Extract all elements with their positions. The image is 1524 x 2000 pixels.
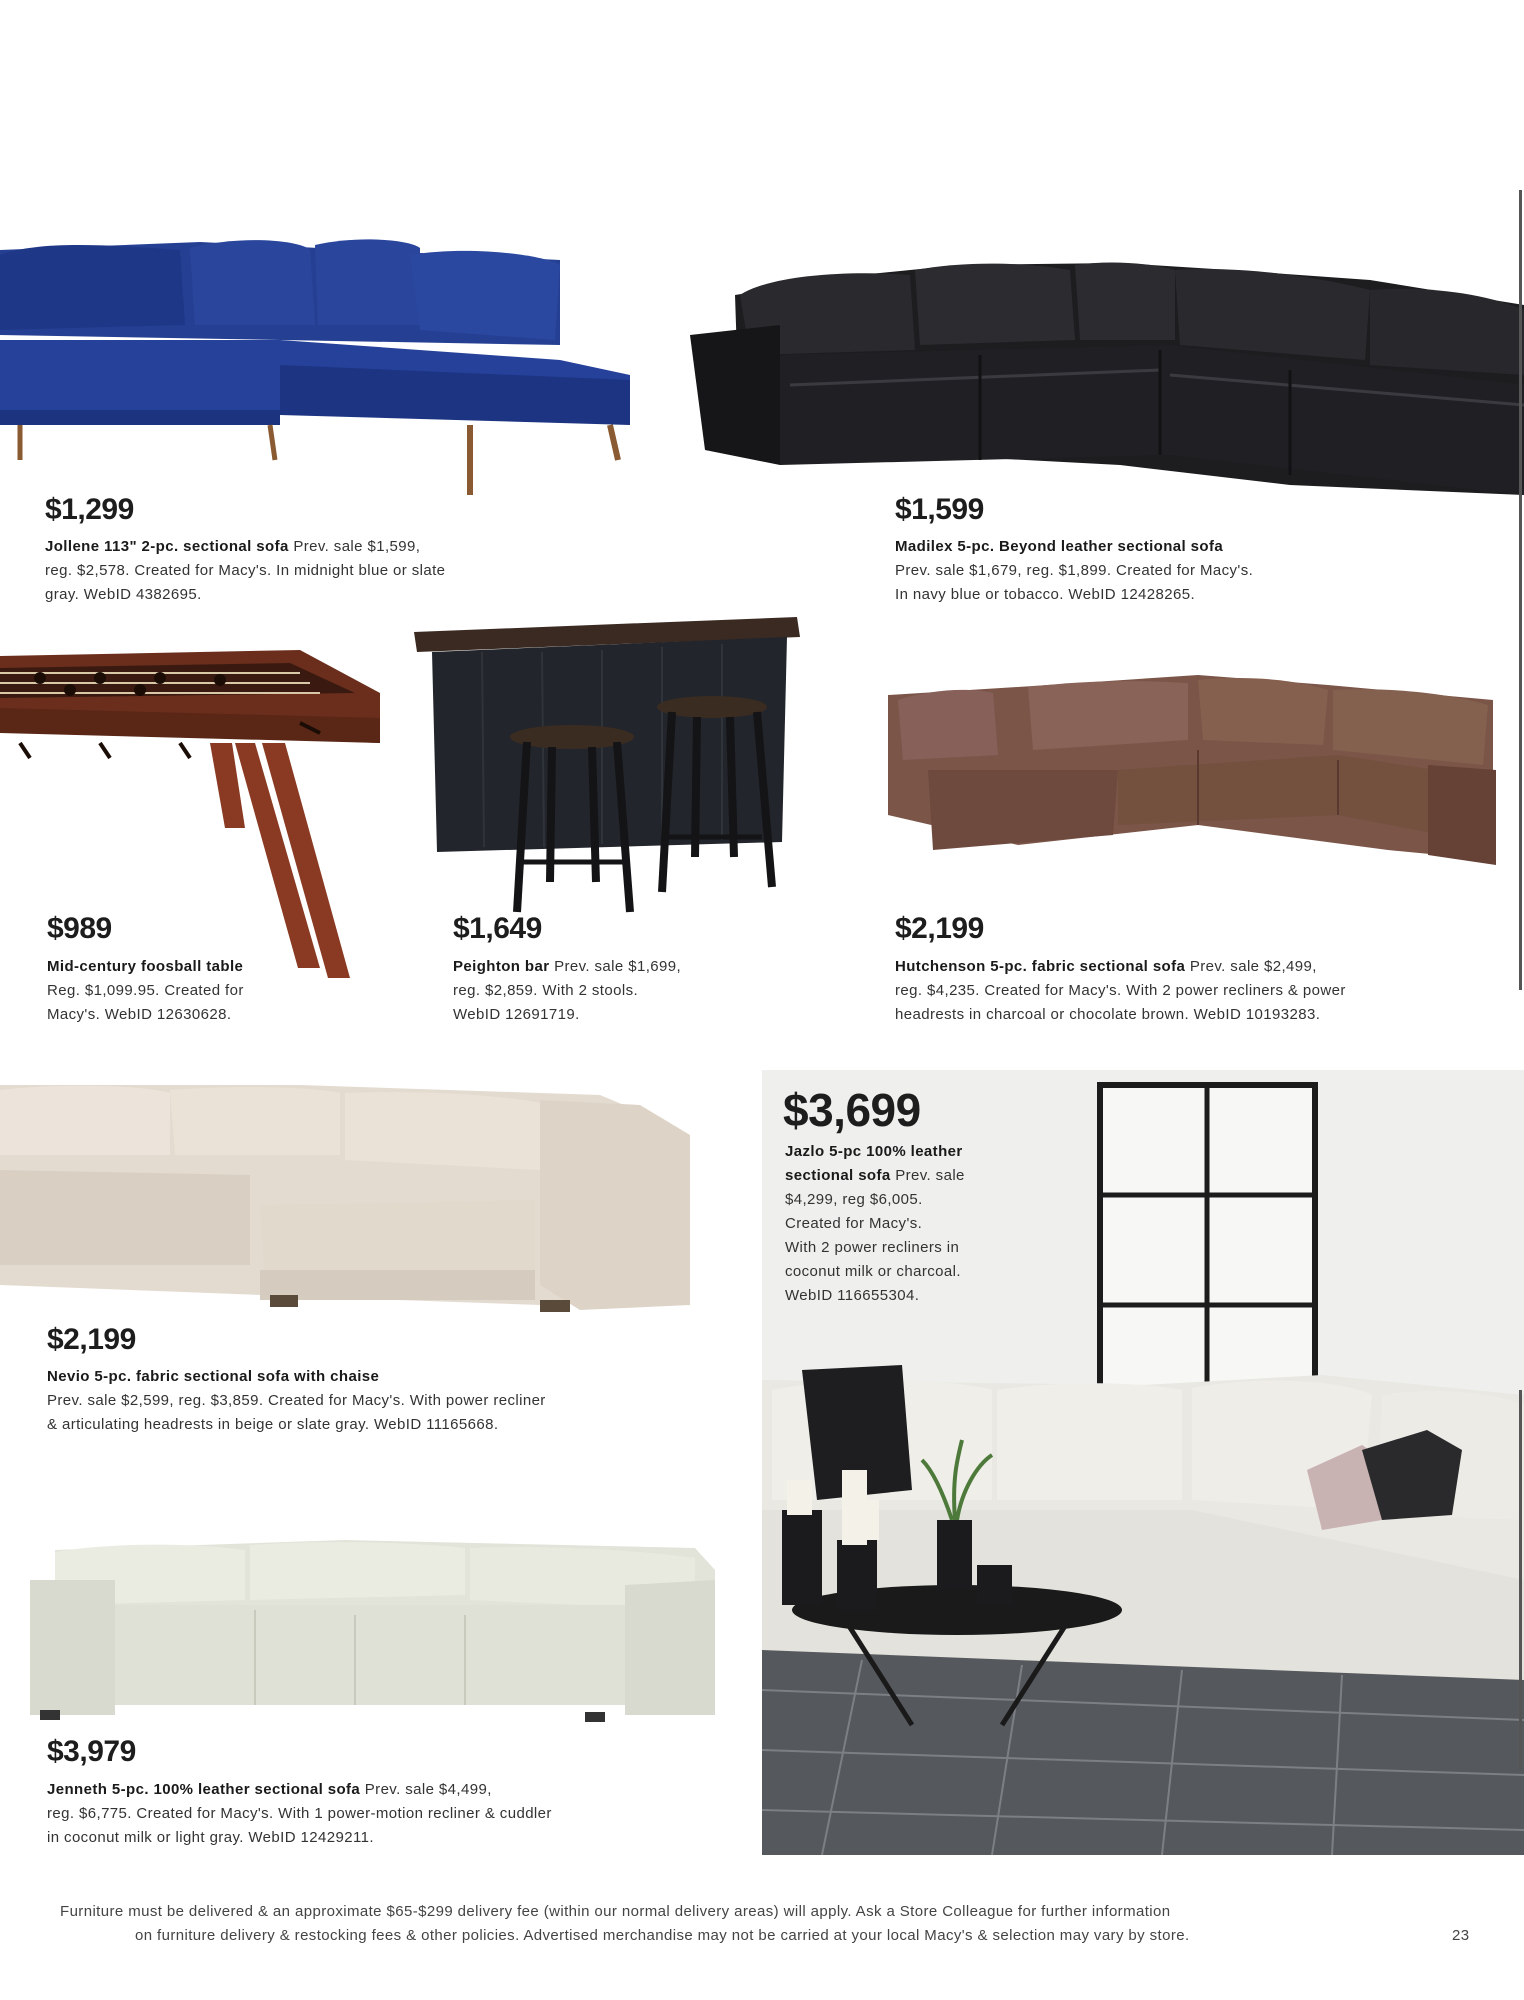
jenneth-name: Jenneth 5-pc. 100% leather sectional sofa xyxy=(47,1781,361,1798)
jollene-price: $1,299 xyxy=(45,493,134,526)
hutchenson-price: $2,199 xyxy=(895,912,984,945)
madilex-sofa-image xyxy=(690,235,1524,525)
footer-line-1: Furniture must be delivered & an approximate $65-$299 delivery fee (within our normal delivery areas) will apply. Ask a Store Colleague for further information xyxy=(60,1903,1171,1920)
nevio-description: Nevio 5-pc. fabric sectional sofa with chaise Prev. sale $2,599, reg. $3,859. Created for Macy's. With power recliner & articulating headrests in beige or slate gray. WebID 11165668. xyxy=(47,1368,546,1433)
page-edge-rule xyxy=(1519,1390,1522,1770)
foosball-description: Mid-century foosball table Reg. $1,099.95. Created for Macy's. WebID 12630628. xyxy=(47,958,244,1023)
footer-line-2: on furniture delivery & restocking fees & other policies. Advertised merchandise may not be carried at your local Macy's & selection may vary by store. 23 xyxy=(0,1924,1524,1948)
jollene-name: Jollene 113" 2-pc. sectional sofa xyxy=(45,538,289,555)
madilex-description: Madilex 5-pc. Beyond leather sectional sofa Prev. sale $1,679, reg. $1,899. Created for Macy's. In navy blue or tobacco. WebID 12428265. xyxy=(895,538,1254,603)
hutchenson-description: Hutchenson 5-pc. fabric sectional sofa Prev. sale $2,499, reg. $4,235. Created for Macy's. With 2 power recliners & power headrests in charcoal or chocolate brown. WebID 10193283. xyxy=(895,958,1346,1023)
page-number: 23 xyxy=(1452,1927,1470,1944)
nevio-price: $2,199 xyxy=(47,1323,136,1356)
nevio-name: Nevio 5-pc. fabric sectional sofa with chaise xyxy=(47,1368,380,1385)
jenneth-description: Jenneth 5-pc. 100% leather sectional sofa Prev. sale $4,499, reg. $6,775. Created for Macy's. With 1 power-motion recliner & cuddler in coconut milk or light gray. WebID 12429211. xyxy=(47,1781,552,1846)
jenneth-price: $3,979 xyxy=(47,1735,136,1768)
jazlo-description: Jazlo 5-pc 100% leather sectional sofa Prev. sale $4,299, reg $6,005. Created for Macy's. With 2 power recliners in coconut milk or charcoal. WebID 116655304. xyxy=(785,1143,965,1304)
jazlo-name: Jazlo 5-pc 100% leather xyxy=(785,1143,963,1160)
peighton-bar-image xyxy=(412,612,812,917)
nevio-sofa-image xyxy=(0,1075,700,1330)
madilex-name: Madilex 5-pc. Beyond leather sectional sofa xyxy=(895,538,1224,555)
peighton-price: $1,649 xyxy=(453,912,542,945)
madilex-price: $1,599 xyxy=(895,493,984,526)
jollene-description: Jollene 113" 2-pc. sectional sofa Prev. sale $1,599, reg. $2,578. Created for Macy's. In midnight blue or slate gray. WebID 4382695. xyxy=(45,538,446,603)
foosball-name: Mid-century foosball table xyxy=(47,958,244,975)
footer-disclaimer xyxy=(0,1900,1524,1948)
jazlo-price: $3,699 xyxy=(783,1084,921,1136)
page-edge-rule xyxy=(1519,190,1522,990)
foosball-price: $989 xyxy=(47,912,112,945)
jenneth-sofa-image xyxy=(25,1540,725,1730)
peighton-description: Peighton bar Prev. sale $1,699, reg. $2,859. With 2 stools. WebID 12691719. xyxy=(453,958,682,1023)
peighton-name: Peighton bar xyxy=(453,958,550,975)
hutchenson-name: Hutchenson 5-pc. fabric sectional sofa xyxy=(895,958,1186,975)
jollene-sofa-image xyxy=(0,230,640,505)
hutchenson-sofa-image xyxy=(868,675,1498,880)
